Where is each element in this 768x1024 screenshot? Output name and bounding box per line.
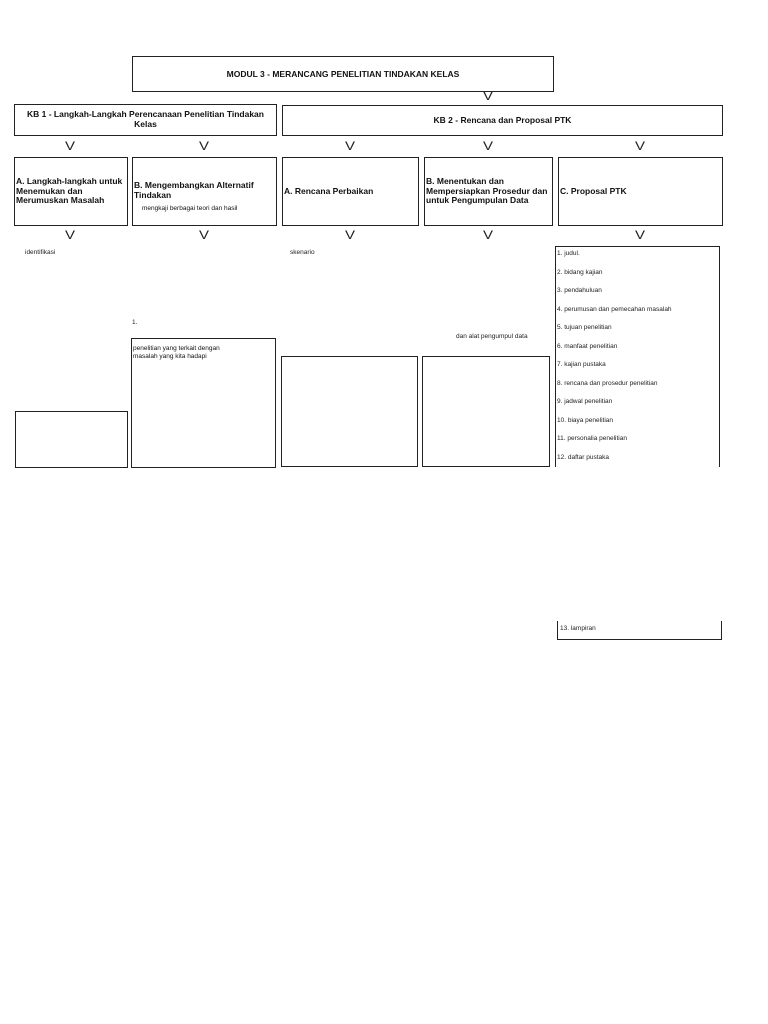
list-bottom-left xyxy=(557,621,558,639)
arrow-down-icon: V xyxy=(482,228,494,242)
arrow-down-icon: V xyxy=(344,139,356,153)
note-skenario: skenario xyxy=(290,249,315,256)
lower-box-3 xyxy=(281,356,418,467)
arrow-down-icon: V xyxy=(198,228,210,242)
section-a2-label: A. Rencana Perbaikan xyxy=(284,185,374,196)
module-title-box xyxy=(132,56,554,92)
lower-box-4 xyxy=(422,356,550,467)
proposal-list-item: 2. bidang kajian xyxy=(557,268,603,276)
section-c2-box xyxy=(558,157,723,226)
arrow-down-icon: V xyxy=(64,139,76,153)
list-frame-right xyxy=(719,246,720,467)
arrow-down-icon: V xyxy=(198,139,210,153)
list-frame-top xyxy=(555,246,720,247)
arrow-down-icon: V xyxy=(344,228,356,242)
proposal-list-item: 1. judul. xyxy=(557,250,580,257)
section-a1-label: A. Langkah-langkah untuk Menemukan dan Merumuskan Masalah xyxy=(16,175,123,206)
section-b2-box xyxy=(424,157,553,226)
arrow-down-icon: V xyxy=(482,139,494,153)
arrow-down-icon: V xyxy=(64,228,76,242)
arrow-down-icon: V xyxy=(634,139,646,153)
proposal-list-item: 10. biaya penelitian xyxy=(557,416,614,424)
section-b2-label: B. Menentukan dan Mempersiapkan Prosedur dan untuk Pengumpulan Data xyxy=(426,175,548,206)
section-b1-note: mengkaji berbagai teori dan hasil xyxy=(142,205,238,212)
proposal-list-item: 6. manfaat penelitian xyxy=(557,342,618,350)
proposal-list-item: 9. jadwal penelitian xyxy=(557,398,613,405)
kb1-box xyxy=(14,104,277,136)
proposal-list-item: 11. personalia penelitian xyxy=(557,435,627,442)
list-bottom-right xyxy=(721,621,722,639)
proposal-list-item: 4. perumusan dan pemecahan masalah xyxy=(557,305,672,313)
proposal-list-item: 5. tujuan penelitian xyxy=(557,324,612,331)
section-b1-box xyxy=(132,157,277,226)
list-frame-left xyxy=(555,246,556,467)
proposal-list-item: 8. rencana dan prosedur penelitian xyxy=(557,379,658,387)
proposal-list-item: 13. lampiran xyxy=(560,625,596,632)
note-alat: dan alat pengumpul data xyxy=(456,333,528,340)
note-one: 1. xyxy=(132,319,138,326)
lower-box-2 xyxy=(131,338,276,468)
kb2-label: KB 2 - Rencana dan Proposal PTK xyxy=(433,114,572,125)
lower-box-1 xyxy=(15,411,128,468)
section-b1-label: B. Mengembangkan Alternatif Tindakan xyxy=(134,180,254,200)
arrow-down-icon: V xyxy=(482,89,494,103)
note-identifikasi: identifikasi xyxy=(25,249,56,256)
kb1-label: KB 1 - Langkah-Langkah Perencanaan Penelitian Tindakan Kelas xyxy=(27,109,264,129)
kb2-box xyxy=(282,105,723,136)
module-title: MODUL 3 - MERANCANG PENELITIAN TINDAKAN KELAS xyxy=(226,69,460,79)
proposal-list-item: 12. daftar pustaka xyxy=(557,453,610,461)
list-bottom-line xyxy=(557,639,722,640)
section-a2-box xyxy=(282,157,419,226)
proposal-list-item: 7. kajian pustaka xyxy=(557,361,606,368)
section-a1-box xyxy=(14,157,128,226)
note-penelitian: penelitian yang terkait dengan masalah yang kita hadapi xyxy=(133,345,220,360)
proposal-list-item: 3. pendahuluan xyxy=(557,287,602,294)
arrow-down-icon: V xyxy=(634,228,646,242)
section-c2-label: C. Proposal PTK xyxy=(560,185,627,196)
